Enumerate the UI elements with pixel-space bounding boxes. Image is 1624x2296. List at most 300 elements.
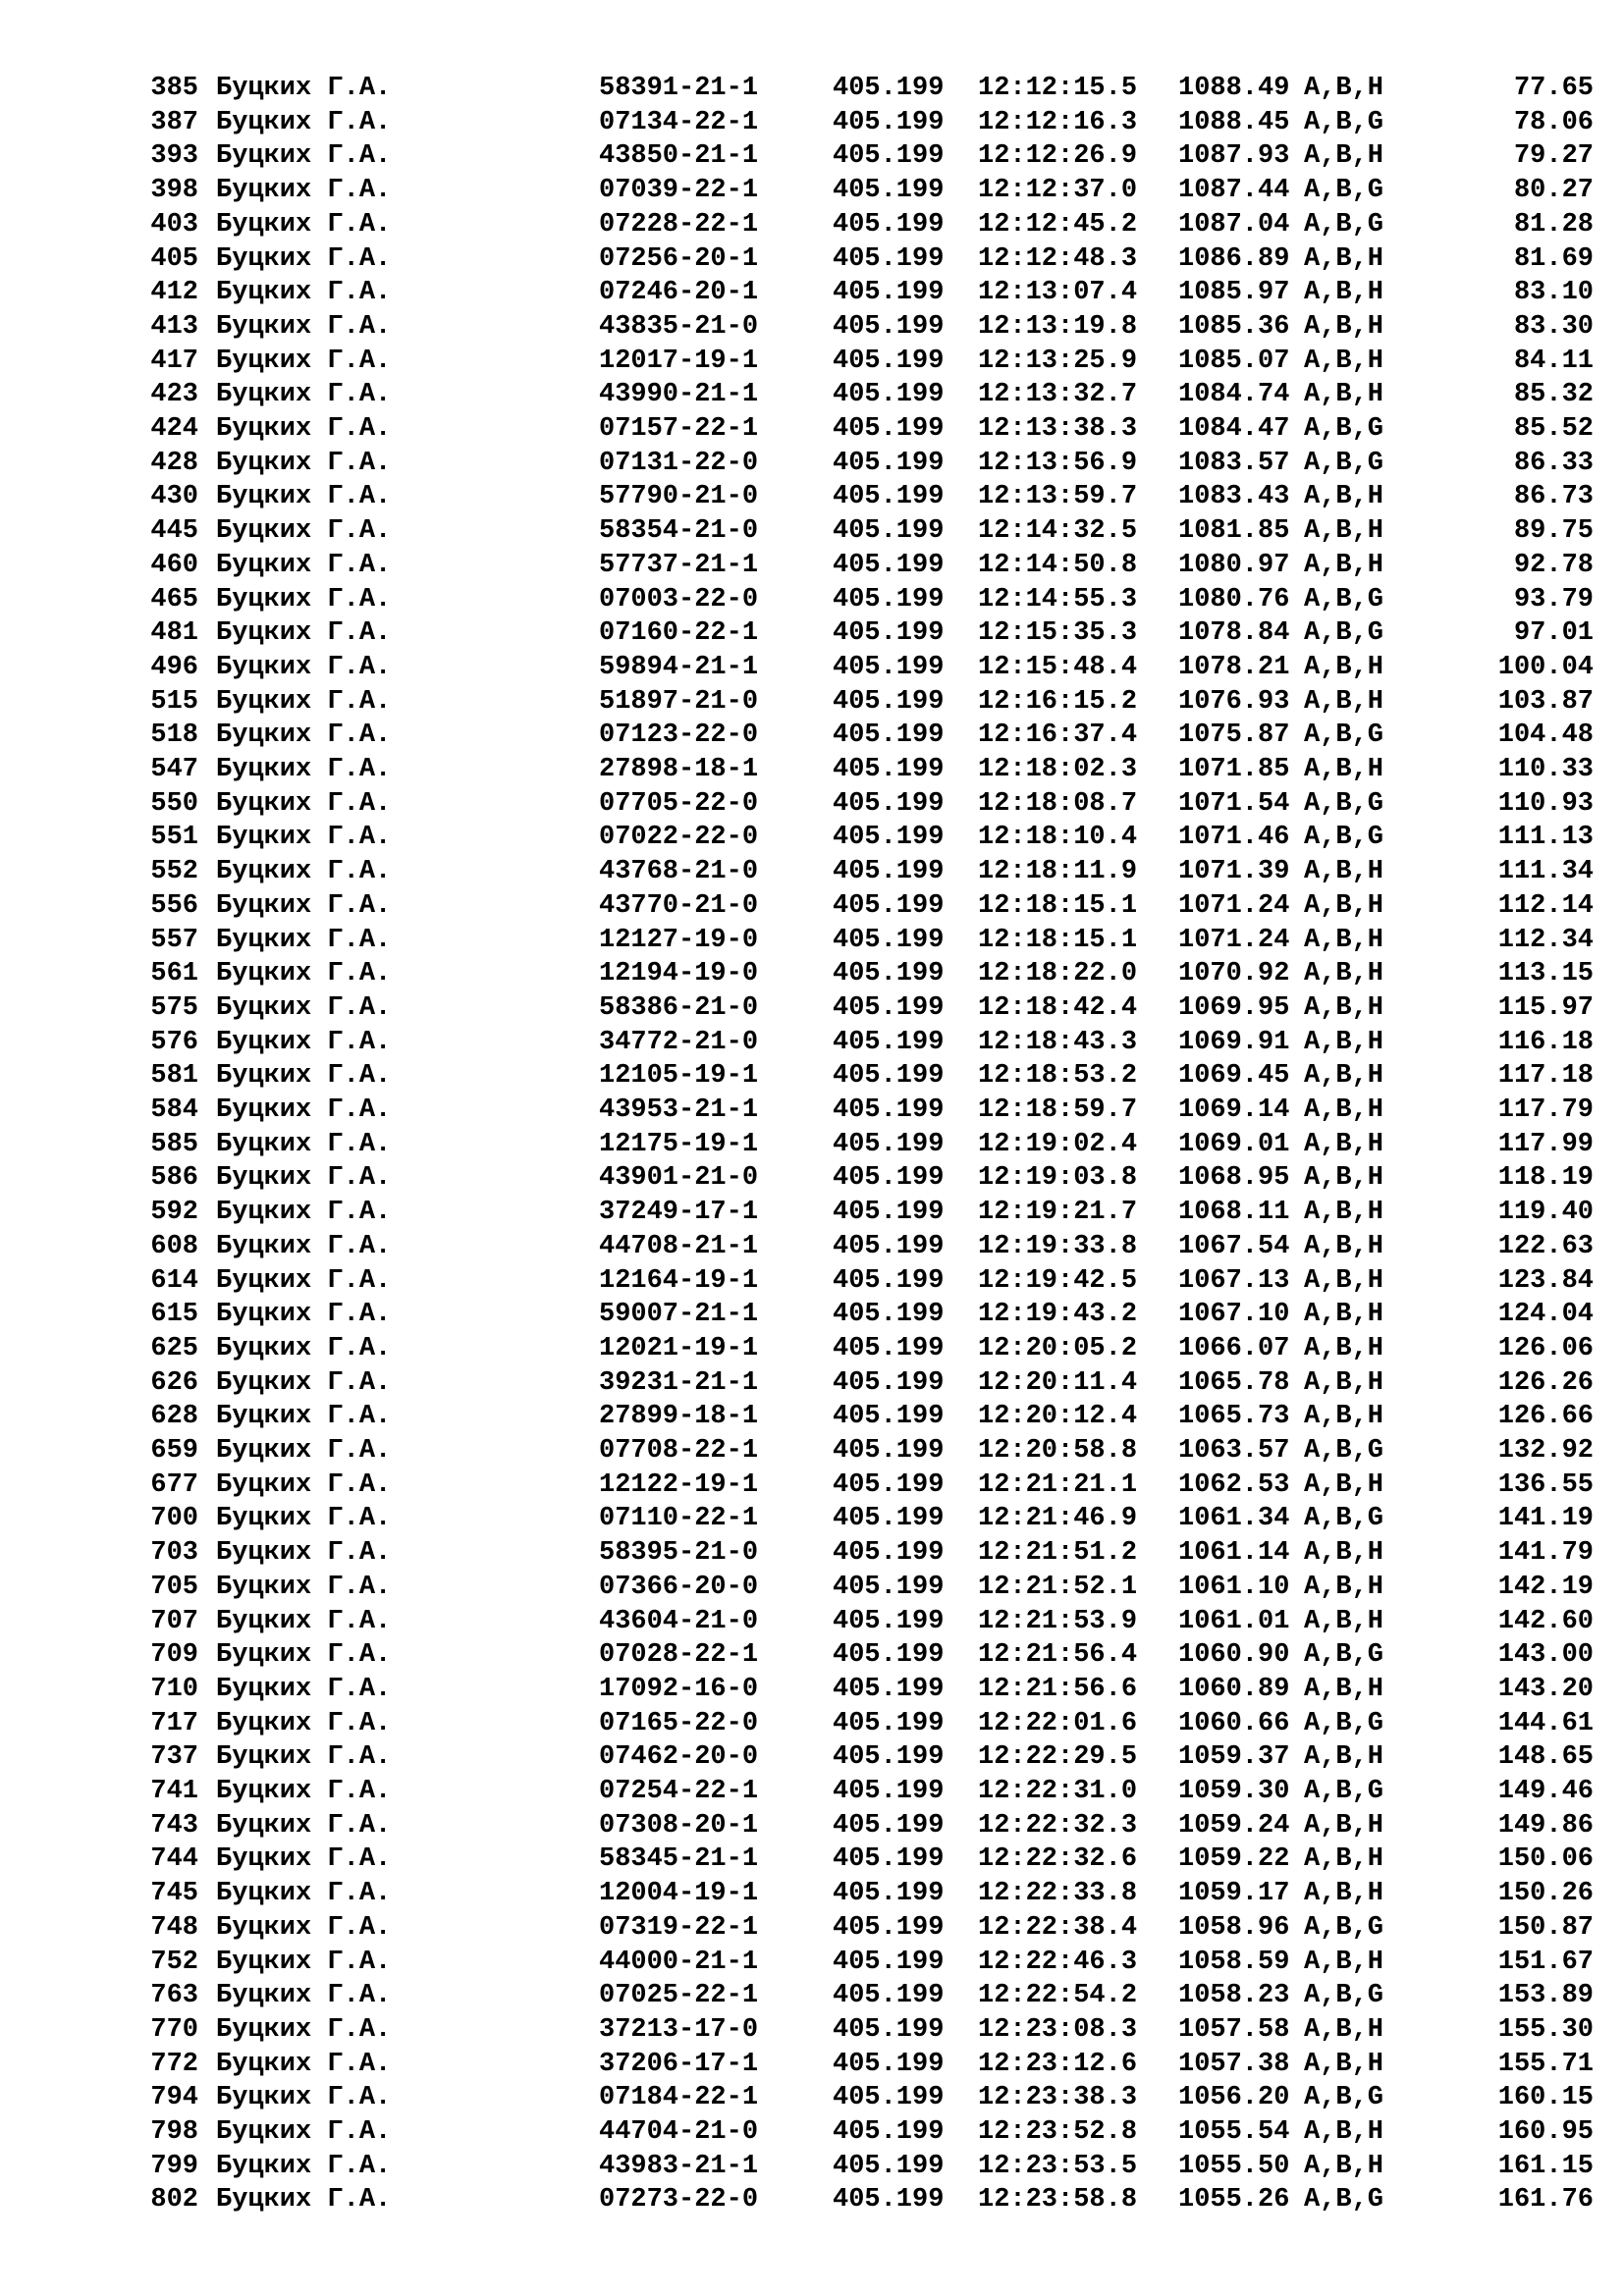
- ring-number: 51897-21-0: [599, 686, 759, 717]
- classes: A,B,H: [1304, 141, 1384, 172]
- owner-name: Буцких Г.А.: [216, 141, 392, 172]
- speed: 1087.93: [1178, 141, 1290, 172]
- owner-name: Буцких Г.А.: [216, 1947, 392, 1977]
- speed: 1084.74: [1178, 380, 1290, 410]
- owner-name: Буцких Г.А.: [216, 1606, 392, 1636]
- points: 148.65: [1497, 1742, 1594, 1773]
- points: 86.73: [1513, 482, 1594, 512]
- points: 155.71: [1497, 2049, 1594, 2079]
- points: 161.76: [1497, 2185, 1594, 2216]
- ring-number: 43990-21-1: [599, 380, 759, 410]
- distance: 405.199: [833, 243, 945, 274]
- classes: A,B,H: [1304, 1231, 1384, 1261]
- owner-name: Буцких Г.А.: [216, 721, 392, 751]
- table-row: [0, 1638, 1624, 1672]
- owner-name: Буцких Г.А.: [216, 1674, 392, 1704]
- place-number: 430: [150, 482, 198, 512]
- ring-number: 07110-22-1: [599, 1504, 759, 1534]
- classes: A,B,H: [1304, 1095, 1384, 1125]
- arrival-time: 12:21:46.9: [978, 1504, 1138, 1534]
- classes: A,B,H: [1304, 992, 1384, 1023]
- speed: 1071.24: [1178, 890, 1290, 921]
- table-row: [0, 1775, 1624, 1808]
- arrival-time: 12:21:56.4: [978, 1640, 1138, 1671]
- table-row: [0, 1161, 1624, 1195]
- place-number: 592: [150, 1198, 198, 1228]
- points: 122.63: [1497, 1231, 1594, 1261]
- classes: A,B,H: [1304, 311, 1384, 342]
- owner-name: Буцких Г.А.: [216, 652, 392, 682]
- classes: A,B,H: [1304, 925, 1384, 955]
- place-number: 561: [150, 959, 198, 989]
- classes: A,B,H: [1304, 1129, 1384, 1159]
- owner-name: Буцких Г.А.: [216, 1231, 392, 1261]
- speed: 1067.54: [1178, 1231, 1290, 1261]
- owner-name: Буцких Г.А.: [216, 1061, 392, 1092]
- speed: 1085.07: [1178, 346, 1290, 376]
- table-row: [0, 1366, 1624, 1400]
- table-row: [0, 242, 1624, 276]
- place-number: 744: [150, 1844, 198, 1875]
- distance: 405.199: [833, 2049, 945, 2079]
- arrival-time: 12:18:22.0: [978, 959, 1138, 989]
- points: 115.97: [1497, 992, 1594, 1023]
- table-row: [0, 2081, 1624, 2114]
- speed: 1067.10: [1178, 1300, 1290, 1330]
- distance: 405.199: [833, 278, 945, 308]
- owner-name: Буцких Г.А.: [216, 1742, 392, 1773]
- place-number: 770: [150, 2014, 198, 2045]
- table-row: [0, 1094, 1624, 1127]
- place-number: 552: [150, 857, 198, 887]
- distance: 405.199: [833, 1606, 945, 1636]
- speed: 1076.93: [1178, 686, 1290, 717]
- ring-number: 43768-21-0: [599, 857, 759, 887]
- classes: A,B,H: [1304, 550, 1384, 580]
- distance: 405.199: [833, 482, 945, 512]
- points: 142.60: [1497, 1606, 1594, 1636]
- owner-name: Буцких Г.А.: [216, 414, 392, 444]
- owner-name: Буцких Г.А.: [216, 1810, 392, 1841]
- points: 155.30: [1497, 2014, 1594, 2045]
- ring-number: 07160-22-1: [599, 618, 759, 649]
- arrival-time: 12:19:43.2: [978, 1300, 1138, 1330]
- arrival-time: 12:13:59.7: [978, 482, 1138, 512]
- place-number: 745: [150, 1879, 198, 1909]
- speed: 1055.26: [1178, 2185, 1290, 2216]
- owner-name: Буцких Г.А.: [216, 346, 392, 376]
- points: 110.33: [1497, 755, 1594, 784]
- place-number: 393: [150, 141, 198, 172]
- points: 124.04: [1497, 1300, 1594, 1330]
- distance: 405.199: [833, 2185, 945, 2216]
- ring-number: 07708-22-1: [599, 1436, 759, 1466]
- speed: 1059.37: [1178, 1742, 1290, 1773]
- speed: 1059.17: [1178, 1879, 1290, 1909]
- classes: A,B,G: [1304, 107, 1384, 137]
- ring-number: 07134-22-1: [599, 107, 759, 137]
- arrival-time: 12:21:52.1: [978, 1572, 1138, 1602]
- points: 78.06: [1513, 107, 1594, 137]
- place-number: 518: [150, 721, 198, 751]
- place-number: 628: [150, 1402, 198, 1432]
- place-number: 705: [150, 1572, 198, 1602]
- speed: 1085.36: [1178, 311, 1290, 342]
- place-number: 575: [150, 992, 198, 1023]
- points: 126.66: [1497, 1402, 1594, 1432]
- classes: A,B,H: [1304, 482, 1384, 512]
- distance: 405.199: [833, 1095, 945, 1125]
- distance: 405.199: [833, 925, 945, 955]
- classes: A,B,H: [1304, 1674, 1384, 1704]
- classes: A,B,G: [1304, 1640, 1384, 1671]
- ring-number: 07228-22-1: [599, 209, 759, 240]
- table-row: [0, 1979, 1624, 2012]
- distance: 405.199: [833, 1367, 945, 1398]
- place-number: 387: [150, 107, 198, 137]
- points: 153.89: [1497, 1981, 1594, 2011]
- owner-name: Буцких Г.А.: [216, 1129, 392, 1159]
- ring-number: 17092-16-0: [599, 1674, 759, 1704]
- points: 151.67: [1497, 1947, 1594, 1977]
- speed: 1084.47: [1178, 414, 1290, 444]
- distance: 405.199: [833, 1061, 945, 1092]
- owner-name: Буцких Г.А.: [216, 1402, 392, 1432]
- place-number: 584: [150, 1095, 198, 1125]
- speed: 1068.11: [1178, 1198, 1290, 1228]
- arrival-time: 12:12:45.2: [978, 209, 1138, 240]
- table-row: [0, 1571, 1624, 1604]
- ring-number: 58345-21-1: [599, 1844, 759, 1875]
- classes: A,B,G: [1304, 209, 1384, 240]
- speed: 1063.57: [1178, 1436, 1290, 1466]
- arrival-time: 12:13:56.9: [978, 448, 1138, 478]
- place-number: 794: [150, 2083, 198, 2113]
- arrival-time: 12:23:58.8: [978, 2185, 1138, 2216]
- distance: 405.199: [833, 584, 945, 614]
- table-row: [0, 106, 1624, 139]
- points: 81.28: [1513, 209, 1594, 240]
- table-row: [0, 72, 1624, 105]
- arrival-time: 12:12:26.9: [978, 141, 1138, 172]
- table-row: [0, 345, 1624, 378]
- table-row: [0, 1673, 1624, 1706]
- arrival-time: 12:20:11.4: [978, 1367, 1138, 1398]
- table-row: [0, 412, 1624, 446]
- table-row: [0, 2115, 1624, 2149]
- place-number: 550: [150, 788, 198, 819]
- points: 93.79: [1513, 584, 1594, 614]
- place-number: 608: [150, 1231, 198, 1261]
- points: 112.34: [1497, 925, 1594, 955]
- distance: 405.199: [833, 311, 945, 342]
- distance: 405.199: [833, 380, 945, 410]
- speed: 1056.20: [1178, 2083, 1290, 2113]
- owner-name: Буцких Г.А.: [216, 482, 392, 512]
- classes: A,B,H: [1304, 857, 1384, 887]
- speed: 1070.92: [1178, 959, 1290, 989]
- ring-number: 07003-22-0: [599, 584, 759, 614]
- arrival-time: 12:13:32.7: [978, 380, 1138, 410]
- owner-name: Буцких Г.А.: [216, 686, 392, 717]
- ring-number: 07254-22-1: [599, 1777, 759, 1806]
- classes: A,B,H: [1304, 686, 1384, 717]
- speed: 1059.24: [1178, 1810, 1290, 1841]
- place-number: 707: [150, 1606, 198, 1636]
- points: 143.00: [1497, 1640, 1594, 1671]
- table-row: [0, 1536, 1624, 1570]
- speed: 1061.14: [1178, 1538, 1290, 1569]
- owner-name: Буцких Г.А.: [216, 380, 392, 410]
- arrival-time: 12:19:02.4: [978, 1129, 1138, 1159]
- classes: A,B,G: [1304, 1708, 1384, 1738]
- speed: 1069.95: [1178, 992, 1290, 1023]
- distance: 405.199: [833, 1469, 945, 1500]
- distance: 405.199: [833, 1129, 945, 1159]
- ring-number: 27899-18-1: [599, 1402, 759, 1432]
- distance: 405.199: [833, 1810, 945, 1841]
- place-number: 737: [150, 1742, 198, 1773]
- distance: 405.199: [833, 959, 945, 989]
- owner-name: Буцких Г.А.: [216, 2151, 392, 2181]
- classes: A,B,H: [1304, 1061, 1384, 1092]
- ring-number: 37213-17-0: [599, 2014, 759, 2045]
- distance: 405.199: [833, 823, 945, 853]
- speed: 1069.01: [1178, 1129, 1290, 1159]
- arrival-time: 12:22:33.8: [978, 1879, 1138, 1909]
- arrival-time: 12:14:55.3: [978, 584, 1138, 614]
- owner-name: Буцких Г.А.: [216, 1981, 392, 2011]
- distance: 405.199: [833, 788, 945, 819]
- speed: 1062.53: [1178, 1469, 1290, 1500]
- classes: A,B,H: [1304, 278, 1384, 308]
- owner-name: Буцких Г.А.: [216, 1538, 392, 1569]
- owner-name: Буцких Г.А.: [216, 1708, 392, 1738]
- classes: A,B,G: [1304, 788, 1384, 819]
- points: 150.87: [1497, 1912, 1594, 1943]
- arrival-time: 12:13:25.9: [978, 346, 1138, 376]
- distance: 405.199: [833, 1742, 945, 1773]
- points: 123.84: [1497, 1265, 1594, 1296]
- owner-name: Буцких Г.А.: [216, 890, 392, 921]
- speed: 1061.10: [1178, 1572, 1290, 1602]
- ring-number: 43770-21-0: [599, 890, 759, 921]
- ring-number: 44000-21-1: [599, 1947, 759, 1977]
- classes: A,B,H: [1304, 755, 1384, 784]
- table-row: [0, 685, 1624, 719]
- distance: 405.199: [833, 1163, 945, 1194]
- speed: 1058.23: [1178, 1981, 1290, 2011]
- owner-name: Буцких Г.А.: [216, 2049, 392, 2079]
- ring-number: 07022-22-0: [599, 823, 759, 853]
- arrival-time: 12:13:38.3: [978, 414, 1138, 444]
- place-number: 496: [150, 652, 198, 682]
- points: 149.86: [1497, 1810, 1594, 1841]
- classes: A,B,G: [1304, 1504, 1384, 1534]
- ring-number: 59007-21-1: [599, 1300, 759, 1330]
- table-row: [0, 2183, 1624, 2216]
- classes: A,B,H: [1304, 1810, 1384, 1841]
- place-number: 709: [150, 1640, 198, 1671]
- place-number: 625: [150, 1333, 198, 1363]
- owner-name: Буцких Г.А.: [216, 1367, 392, 1398]
- speed: 1071.54: [1178, 788, 1290, 819]
- classes: A,B,H: [1304, 2014, 1384, 2045]
- ring-number: 07184-22-1: [599, 2083, 759, 2113]
- speed: 1071.24: [1178, 925, 1290, 955]
- points: 142.19: [1497, 1572, 1594, 1602]
- distance: 405.199: [833, 141, 945, 172]
- place-number: 423: [150, 380, 198, 410]
- place-number: 802: [150, 2185, 198, 2216]
- ring-number: 12194-19-0: [599, 959, 759, 989]
- distance: 405.199: [833, 1333, 945, 1363]
- classes: A,B,H: [1304, 516, 1384, 547]
- place-number: 677: [150, 1469, 198, 1500]
- distance: 405.199: [833, 686, 945, 717]
- owner-name: Буцких Г.А.: [216, 1198, 392, 1228]
- speed: 1075.87: [1178, 721, 1290, 751]
- owner-name: Буцких Г.А.: [216, 925, 392, 955]
- arrival-time: 12:21:21.1: [978, 1469, 1138, 1500]
- distance: 405.199: [833, 176, 945, 206]
- classes: A,B,G: [1304, 2083, 1384, 2113]
- table-row: [0, 480, 1624, 513]
- distance: 405.199: [833, 2083, 945, 2113]
- ring-number: 43983-21-1: [599, 2151, 759, 2181]
- arrival-time: 12:14:32.5: [978, 516, 1138, 547]
- arrival-time: 12:13:07.4: [978, 278, 1138, 308]
- ring-number: 43850-21-1: [599, 141, 759, 172]
- owner-name: Буцких Г.А.: [216, 2083, 392, 2113]
- place-number: 481: [150, 618, 198, 649]
- table-row: [0, 310, 1624, 344]
- classes: A,B,H: [1304, 1402, 1384, 1432]
- distance: 405.199: [833, 1981, 945, 2011]
- arrival-time: 12:15:48.4: [978, 652, 1138, 682]
- speed: 1060.66: [1178, 1708, 1290, 1738]
- points: 86.33: [1513, 448, 1594, 478]
- classes: A,B,H: [1304, 1265, 1384, 1296]
- speed: 1057.38: [1178, 2049, 1290, 2079]
- table-row: [0, 821, 1624, 854]
- distance: 405.199: [833, 1572, 945, 1602]
- owner-name: Буцких Г.А.: [216, 516, 392, 547]
- classes: A,B,G: [1304, 721, 1384, 751]
- owner-name: Буцких Г.А.: [216, 1436, 392, 1466]
- points: 149.46: [1497, 1777, 1594, 1806]
- table-row: [0, 2150, 1624, 2183]
- table-row: [0, 1400, 1624, 1433]
- arrival-time: 12:12:48.3: [978, 243, 1138, 274]
- speed: 1078.21: [1178, 652, 1290, 682]
- speed: 1055.50: [1178, 2151, 1290, 2181]
- distance: 405.199: [833, 755, 945, 784]
- distance: 405.199: [833, 1198, 945, 1228]
- points: 160.15: [1497, 2083, 1594, 2113]
- points: 143.20: [1497, 1674, 1594, 1704]
- points: 84.11: [1513, 346, 1594, 376]
- classes: A,B,H: [1304, 1606, 1384, 1636]
- table-row: [0, 583, 1624, 616]
- ring-number: 12175-19-1: [599, 1129, 759, 1159]
- points: 113.15: [1497, 959, 1594, 989]
- speed: 1087.04: [1178, 209, 1290, 240]
- ring-number: 12021-19-1: [599, 1333, 759, 1363]
- table-row: [0, 1842, 1624, 1876]
- table-row: [0, 1264, 1624, 1298]
- classes: A,B,H: [1304, 2117, 1384, 2147]
- points: 116.18: [1497, 1027, 1594, 1057]
- classes: A,B,H: [1304, 1367, 1384, 1398]
- ring-number: 12127-19-0: [599, 925, 759, 955]
- points: 150.26: [1497, 1879, 1594, 1909]
- owner-name: Буцких Г.А.: [216, 1844, 392, 1875]
- table-row: [0, 1298, 1624, 1331]
- owner-name: Буцких Г.А.: [216, 1265, 392, 1296]
- points: 117.99: [1497, 1129, 1594, 1159]
- owner-name: Буцких Г.А.: [216, 823, 392, 853]
- distance: 405.199: [833, 992, 945, 1023]
- points: 103.87: [1497, 686, 1594, 717]
- place-number: 547: [150, 755, 198, 784]
- arrival-time: 12:12:37.0: [978, 176, 1138, 206]
- arrival-time: 12:22:31.0: [978, 1777, 1138, 1806]
- arrival-time: 12:18:02.3: [978, 755, 1138, 784]
- classes: A,B,H: [1304, 1163, 1384, 1194]
- place-number: 428: [150, 448, 198, 478]
- points: 77.65: [1513, 74, 1594, 103]
- owner-name: Буцких Г.А.: [216, 243, 392, 274]
- owner-name: Буцких Г.А.: [216, 2185, 392, 2216]
- arrival-time: 12:19:42.5: [978, 1265, 1138, 1296]
- place-number: 752: [150, 1947, 198, 1977]
- owner-name: Буцких Г.А.: [216, 618, 392, 649]
- owner-name: Буцких Г.А.: [216, 278, 392, 308]
- owner-name: Буцких Г.А.: [216, 1777, 392, 1806]
- arrival-time: 12:14:50.8: [978, 550, 1138, 580]
- arrival-time: 12:13:19.8: [978, 311, 1138, 342]
- distance: 405.199: [833, 857, 945, 887]
- speed: 1069.14: [1178, 1095, 1290, 1125]
- place-number: 703: [150, 1538, 198, 1569]
- speed: 1071.85: [1178, 755, 1290, 784]
- ring-number: 12004-19-1: [599, 1879, 759, 1909]
- owner-name: Буцких Г.А.: [216, 1469, 392, 1500]
- points: 110.93: [1497, 788, 1594, 819]
- speed: 1061.34: [1178, 1504, 1290, 1534]
- place-number: 557: [150, 925, 198, 955]
- ring-number: 12164-19-1: [599, 1265, 759, 1296]
- owner-name: Буцких Г.А.: [216, 176, 392, 206]
- speed: 1071.46: [1178, 823, 1290, 853]
- arrival-time: 12:22:01.6: [978, 1708, 1138, 1738]
- place-number: 424: [150, 414, 198, 444]
- ring-number: 07462-20-0: [599, 1742, 759, 1773]
- speed: 1055.54: [1178, 2117, 1290, 2147]
- points: 100.04: [1497, 652, 1594, 682]
- ring-number: 37206-17-1: [599, 2049, 759, 2079]
- owner-name: Буцких Г.А.: [216, 584, 392, 614]
- speed: 1080.97: [1178, 550, 1290, 580]
- ring-number: 43604-21-0: [599, 1606, 759, 1636]
- ring-number: 58354-21-0: [599, 516, 759, 547]
- ring-number: 37249-17-1: [599, 1198, 759, 1228]
- arrival-time: 12:18:42.4: [978, 992, 1138, 1023]
- classes: A,B,H: [1304, 1844, 1384, 1875]
- arrival-time: 12:21:51.2: [978, 1538, 1138, 1569]
- distance: 405.199: [833, 1436, 945, 1466]
